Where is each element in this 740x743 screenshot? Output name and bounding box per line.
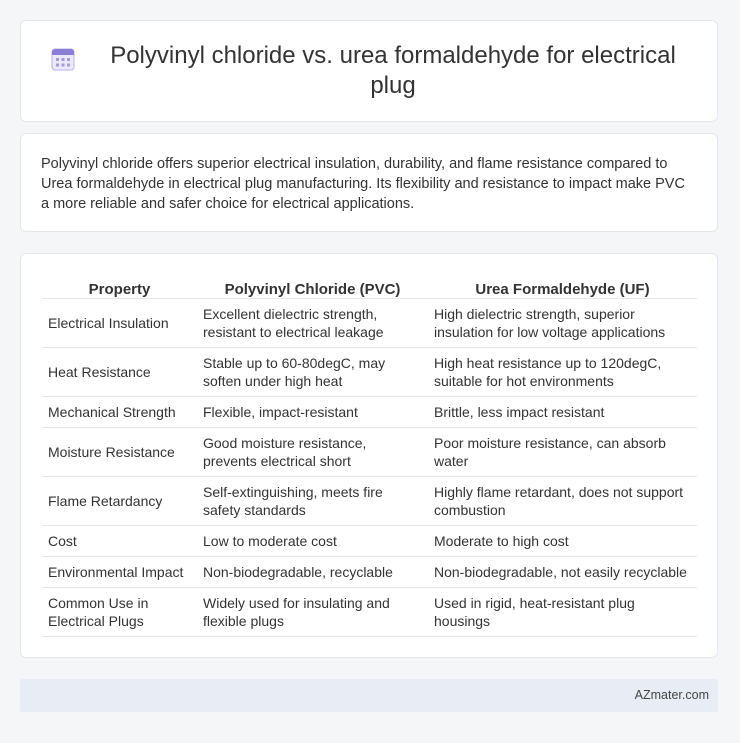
- table-row: [42, 526, 697, 557]
- table-row: [42, 477, 697, 526]
- row-property: Electrical Insulation: [42, 299, 197, 348]
- title-card: [20, 20, 718, 122]
- table-row: [42, 397, 697, 428]
- table-row: [42, 348, 697, 397]
- comparison-table-card: [20, 253, 718, 658]
- comparison-table: [42, 276, 697, 637]
- footer-brand-link[interactable]: AZmater.com: [634, 688, 709, 702]
- row-property: Environmental Impact: [42, 557, 197, 588]
- row-property: Flame Retardancy: [42, 477, 197, 526]
- table-row: [42, 299, 697, 348]
- summary-card: [20, 133, 718, 232]
- title-wrap: [49, 41, 689, 101]
- row-property: Cost: [42, 526, 197, 557]
- summary-text: Polyvinyl chloride offers superior electrical insulation, durability, and flame resistance compared to Urea formaldehyde in electrical plug manufacturing. Its flexibility and resistance to impact make PVC a more reliable and safer choice for electrical applications.: [41, 156, 685, 212]
- table-row: [42, 428, 697, 477]
- row-property: Common Use in Electrical Plugs: [42, 588, 197, 637]
- row-property: Mechanical Strength: [42, 397, 197, 428]
- footer-bar: [20, 679, 718, 712]
- row-property: Moisture Resistance: [42, 428, 197, 477]
- row-pvc-value: Low to moderate cost: [197, 526, 428, 557]
- row-property: Heat Resistance: [42, 348, 197, 397]
- row-pvc-value: Stable up to 60-80degC, may soften under high heat: [197, 348, 428, 397]
- row-pvc-value: Widely used for insulating and flexible plugs: [197, 588, 428, 637]
- row-uf-value: Brittle, less impact resistant: [428, 397, 697, 428]
- row-uf-value: High dielectric strength, superior insulation for low voltage applications: [428, 299, 697, 348]
- row-pvc-value: Self-extinguishing, meets fire safety standards: [197, 477, 428, 526]
- row-uf-value: Moderate to high cost: [428, 526, 697, 557]
- calendar-icon: [49, 45, 77, 73]
- table-header-row: [42, 276, 697, 299]
- page-title: Polyvinyl chloride vs. urea formaldehyde for electrical plug: [110, 42, 676, 99]
- row-uf-value: Highly flame retardant, does not support combustion: [428, 477, 697, 526]
- row-pvc-value: Flexible, impact-resistant: [197, 397, 428, 428]
- table-row: [42, 588, 697, 637]
- row-pvc-value: Good moisture resistance, prevents electrical short: [197, 428, 428, 477]
- row-pvc-value: Excellent dielectric strength, resistant to electrical leakage: [197, 299, 428, 348]
- header-property: Property: [42, 276, 197, 299]
- header-pvc: Polyvinyl Chloride (PVC): [197, 276, 428, 299]
- row-uf-value: Poor moisture resistance, can absorb water: [428, 428, 697, 477]
- row-uf-value: High heat resistance up to 120degC, suitable for hot environments: [428, 348, 697, 397]
- row-uf-value: Non-biodegradable, not easily recyclable: [428, 557, 697, 588]
- row-pvc-value: Non-biodegradable, recyclable: [197, 557, 428, 588]
- header-uf: Urea Formaldehyde (UF): [428, 276, 697, 299]
- row-uf-value: Used in rigid, heat-resistant plug housings: [428, 588, 697, 637]
- table-row: [42, 557, 697, 588]
